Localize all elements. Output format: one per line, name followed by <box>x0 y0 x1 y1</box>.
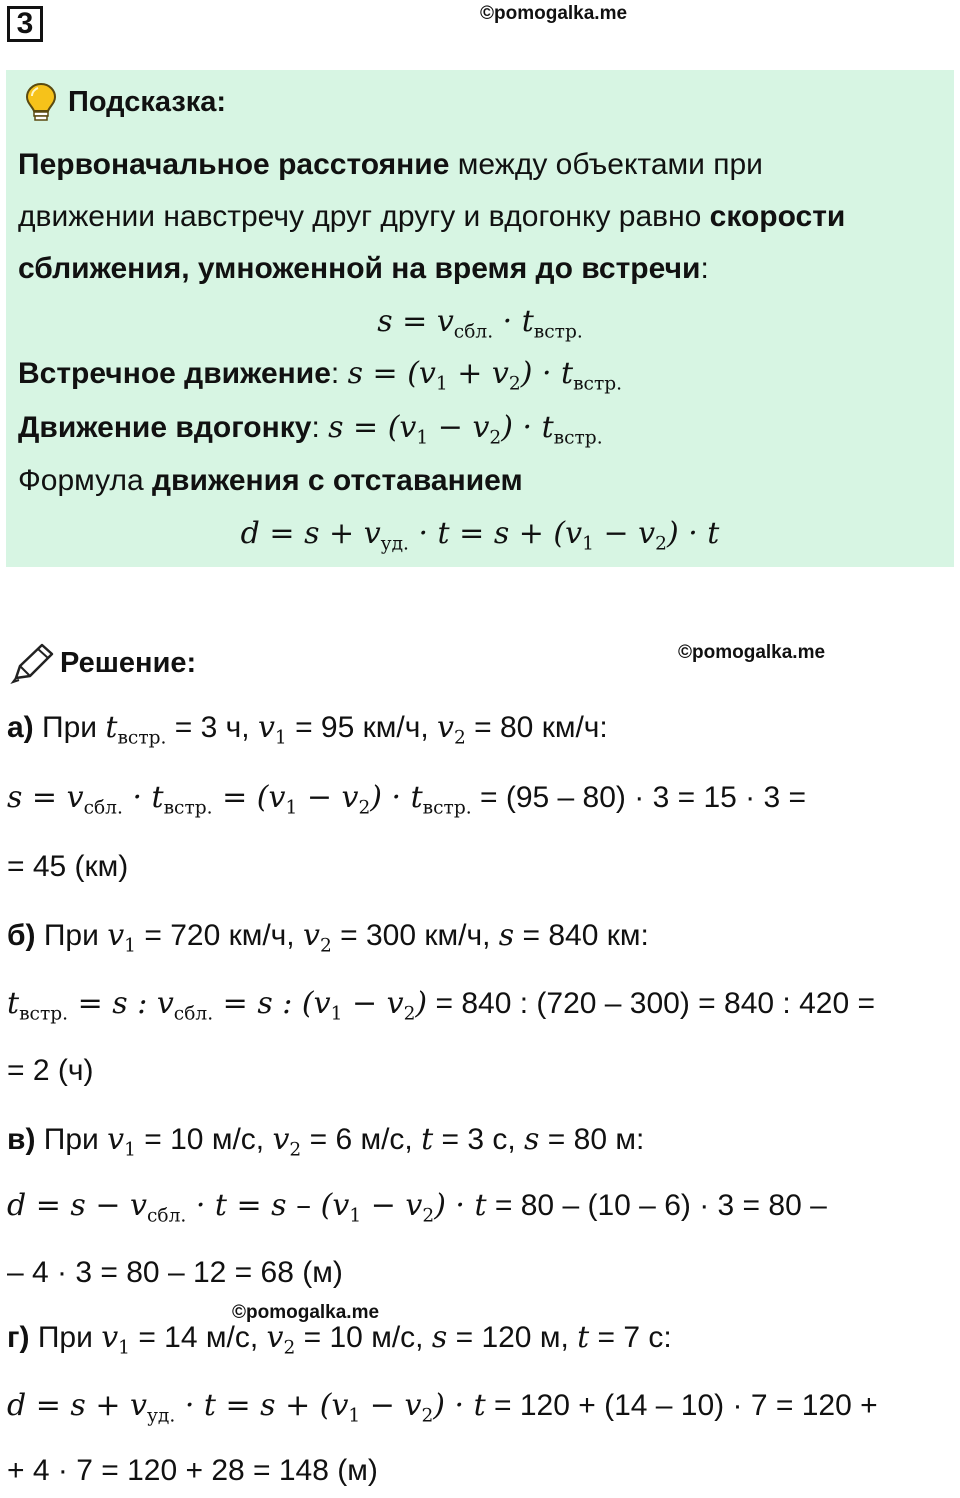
part-b-text: При <box>35 919 108 952</box>
hint-chase-line: Движение вдогонку: $s = (v_1 - v_2) \cdot t_{встр.}$ <box>18 410 603 449</box>
solution-a-condition: а) При $t_{встр.} = 3$ ч, $v_1 = 95$ км/ч, $v_2 = 80$ км/ч: <box>7 710 608 749</box>
part-d-text: При <box>29 1321 102 1354</box>
hint-meeting-line: Встречное движение: $s = (v_1 + v_2) \cdot t_{встр.}$ <box>18 356 623 395</box>
formula-lag: $d = s + v_{уд.} \cdot t = s + (v_1 - v_2) \cdot t$ <box>240 516 720 555</box>
solution-d-step-2: + 4 · 7 = 120 + 28 = 148 (м) <box>7 1454 378 1487</box>
hint-line-3 <box>18 252 709 286</box>
solution-c-step-2: – 4 · 3 = 80 – 12 = 68 (м) <box>7 1256 343 1289</box>
watermark-middle: ©pomogalka.me <box>678 642 826 663</box>
part-c-text: При <box>35 1123 108 1156</box>
lightbulb-icon <box>24 82 58 122</box>
solution-heading <box>10 642 196 684</box>
hint-bold-3: сближения, умноженной на время до встречи <box>18 252 701 285</box>
formula-chase: $s = (v_1 - v_2) \cdot t_{встр.}$ <box>328 410 603 449</box>
formula-distance: $s = v_{сбл.} \cdot t_{встр.}$ <box>377 304 583 343</box>
hint-colon-3: : <box>700 252 709 285</box>
hint-panel <box>6 70 954 567</box>
watermark-top: ©pomogalka.me <box>480 3 628 24</box>
solution-b-condition: б) При $v_1 = 720$ км/ч, $v_2 = 300$ км/ч, s = 840 км: <box>7 918 649 957</box>
watermark-bottom: ©pomogalka.me <box>232 1302 380 1323</box>
part-a-label: а) <box>7 711 34 744</box>
hint-lag-line <box>18 464 523 498</box>
solution-a-step-2: = 45 (км) <box>7 850 129 883</box>
hint-title-text: Подсказка: <box>68 85 227 118</box>
hint-line-1 <box>18 148 763 182</box>
formula-bold: движения с отставанием <box>152 464 523 497</box>
part-c-label: в) <box>7 1123 36 1156</box>
part-a-text: При <box>33 711 106 744</box>
hint-heading <box>24 82 226 122</box>
task-number: 3 <box>7 6 43 42</box>
solution-a-step-1: $s = v_{сбл.} \cdot t_{встр.} = (v_1 - v_2) \cdot t_{встр.} = (95 - 80) \cdot 3 = 15 \cdot 3$ = <box>7 780 807 819</box>
meeting-label: Встречное движение <box>18 357 331 390</box>
hint-text-2: движении навстречу друг другу и вдогонку равно <box>18 200 710 233</box>
formula-prefix: Формула <box>18 464 153 497</box>
part-b-label: б) <box>7 919 36 952</box>
solution-c-condition: в) При $v_1 = 10$ м/с, $v_2 = 6$ м/с, t = 3 с, s = 80 м: <box>7 1122 645 1161</box>
hint-bold-1: Первоначальное расстояние <box>18 148 450 181</box>
part-d-label: г) <box>7 1321 30 1354</box>
chase-label: Движение вдогонку <box>18 411 312 444</box>
formula-meeting: $s = (v_1 + v_2) \cdot t_{встр.}$ <box>347 356 623 395</box>
solution-b-step-2: = 2 (ч) <box>7 1054 94 1087</box>
pencil-icon <box>10 642 56 684</box>
solution-c-step-1: $d = s - v_{сбл.} \cdot t = s - (v_1 - v_2) \cdot t = 80 - (10 - 6) \cdot 3 = 80$ – <box>7 1188 827 1227</box>
solution-d-step-1: $d = s + v_{уд.} \cdot t = s + (v_1 - v_2) \cdot t = 120 + (14 - 10) \cdot 7 = 120$ + <box>7 1388 878 1427</box>
hint-bold-2: скорости <box>709 200 846 233</box>
solution-title-text: Решение: <box>60 646 197 679</box>
solution-d-condition: г) При $v_1 = 14$ м/с, $v_2 = 10$ м/с, s = 120 м, t = 7 с: <box>7 1320 672 1359</box>
solution-b-step-1: $t_{встр.} = s$ : $v_{сбл.} = s$ : $(v_1 - v_2) = 840$ : (720 – 300) = 840 : 420 = <box>7 986 875 1025</box>
hint-line-2 <box>18 200 845 234</box>
hint-text-1: между объектами при <box>449 148 763 181</box>
